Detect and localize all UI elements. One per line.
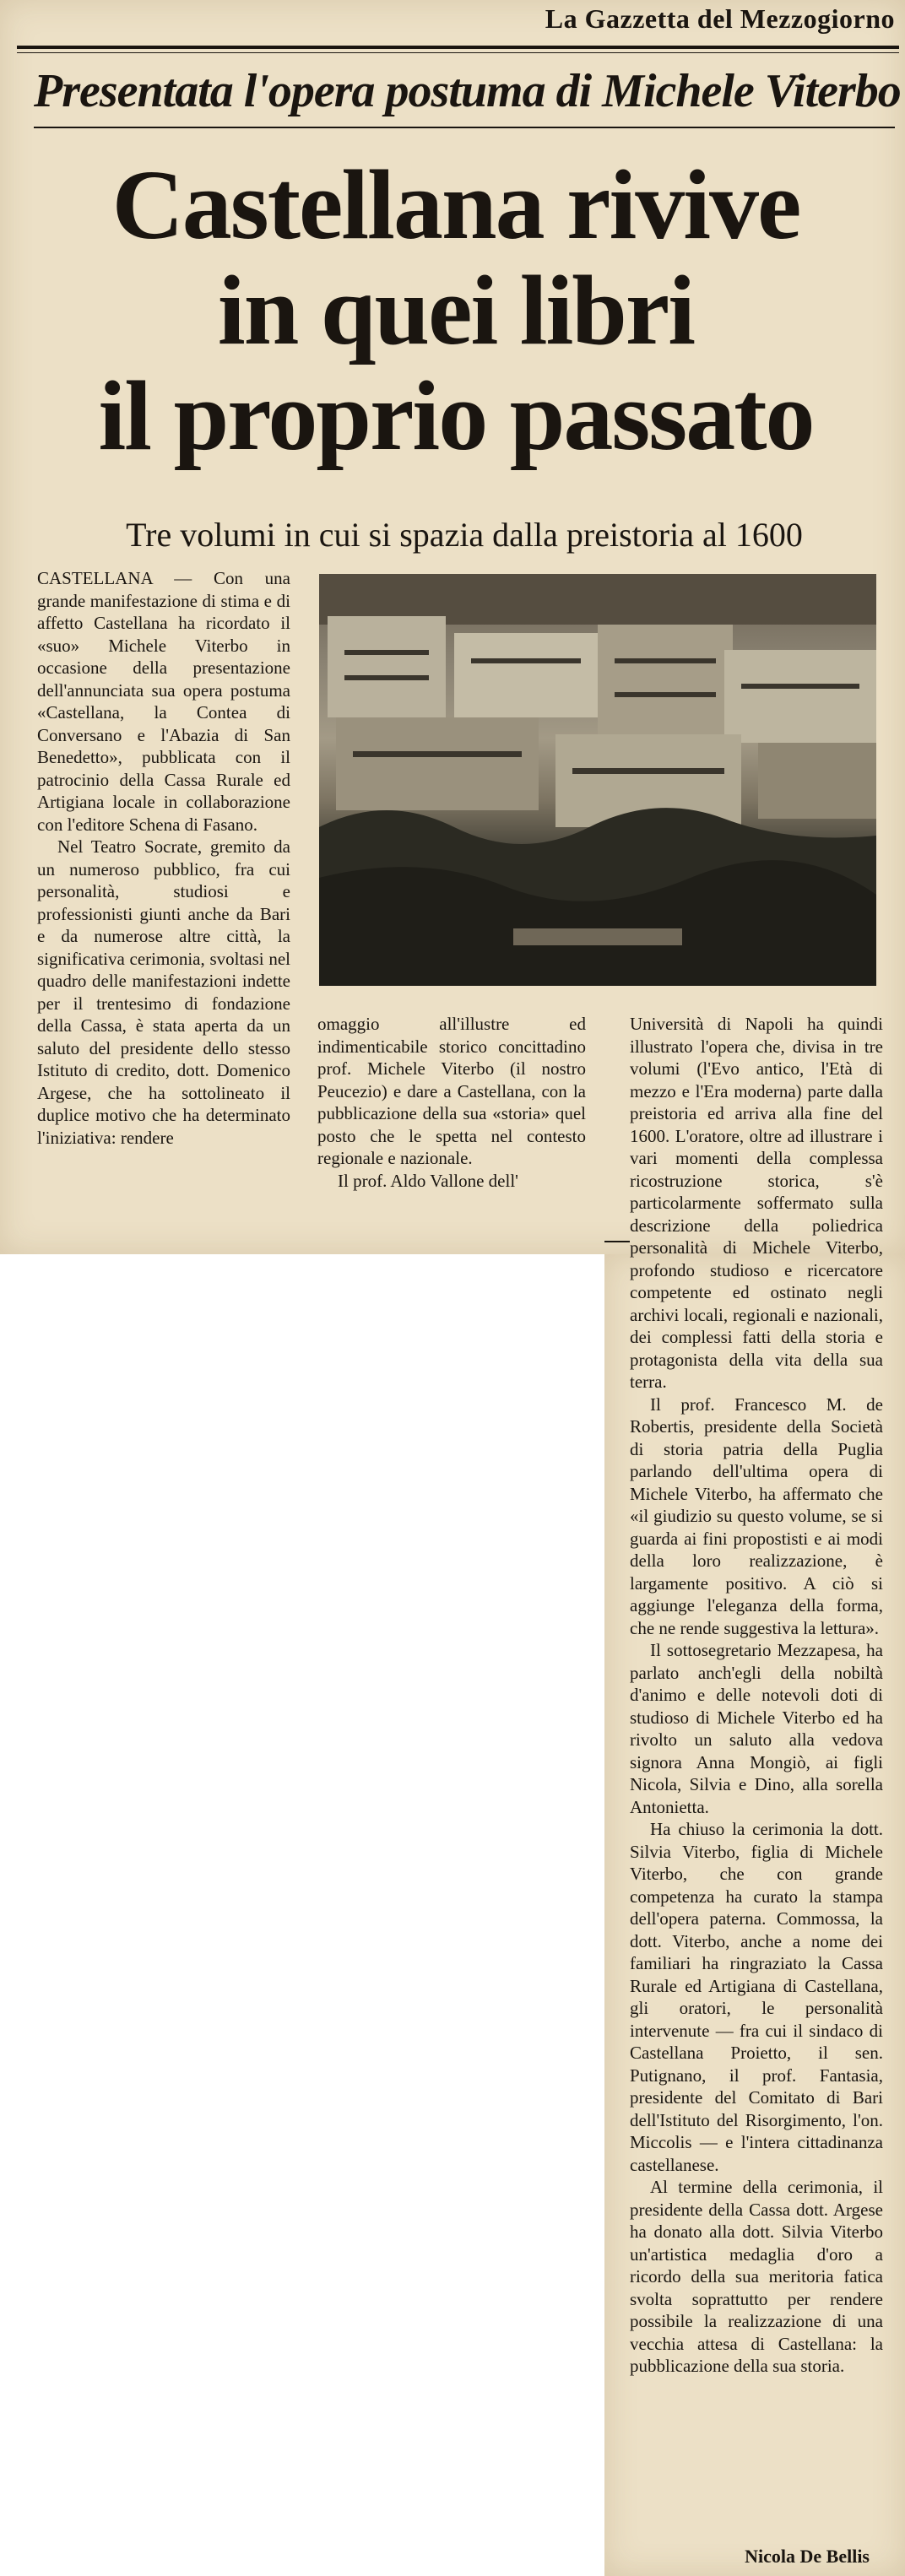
masthead-rule-thin bbox=[17, 52, 899, 53]
paragraph: Il sottosegretario Mezzapesa, ha parlato anch'egli della nobiltà d'animo e delle notevoli doti di studioso di Michele Viterbo ed ha rivolto un saluto alla vedova signora Anna Mongiò, ai figli Nicola, Silvia e Dino, alla sorella Antonietta. bbox=[630, 1640, 883, 1817]
subheadline: Tre volumi in cui si spazia dalla preistoria al 1600 bbox=[126, 516, 803, 554]
article-column-2 bbox=[317, 1013, 586, 1192]
kicker-rule bbox=[34, 127, 895, 128]
headline-line-1: Castellana rivive bbox=[111, 149, 800, 260]
paragraph: Ha chiuso la cerimonia la dott. Silvia Viterbo, figlia di Michele Viterbo, che con grande competenza ha curato la stampa dell'opera paterna. Commossa, la dott. Viterbo, anche a nome dei familiari ha ringraziato la Cassa Rurale ed Artigiana di Castellana, gli oratori, le personalità intervenute — fra cui il sindaco di Castellana Proietto, il sen. Putignano, il prof. Fantasia, presidente del Comitato di Bari dell'Istituto del Risorgimento, l'on. Miccolis — e l'intera cittadinanza castellanese. bbox=[630, 1819, 883, 2175]
castellana-town-photo bbox=[319, 574, 876, 986]
paragraph: Università di Napoli ha quindi illustrato l'opera che, divisa in tre volumi (l'Evo antico, l'Età di mezzo e l'Era moderna) parte dalla preistoria ed arriva alla fine del 1600. L'oratore, oltre ad illustrare i vari momenti della complessa ricostruzione storica, s'è particolarmente soffermato sulla descrizione della poliedrica personalità di Michele Viterbo, profondo studioso e ricercatore competente ed ostinato negli archivi locali, regionali e nazionali, dei complessi fatti della storia e protagonista della vita della sua terra. bbox=[630, 1014, 883, 1392]
paragraph: CASTELLANA — Con una grande manifestazione di stima e di affetto Castellana ha ricordato il «suo» Michele Viterbo in occasione della presentazione dell'annunciata sua opera postuma «Castellana, la Contea di Conversano e l'Abazia di San Benedetto», pubblicata con il patrocinio della Cassa Rurale ed Artigiana locale in collaborazione con l'editore Schena di Fasano. bbox=[37, 568, 290, 835]
kicker-title: Presentata l'opera postuma di Michele Viterbo bbox=[34, 65, 901, 117]
paragraph: Il prof. Aldo Vallone dell' bbox=[338, 1170, 518, 1191]
paragraph: Nel Teatro Socrate, gremito da un numeroso pubblico, fra cui personalità, studiosi e professionisti giunti anche da Bari e da numerose altre città, la significativa cerimonia, svoltasi nel quadro delle manifestazioni indette per il trentesimo di fondazione della Cassa, è stata aperta da un saluto del presidente dello stesso Istituto di credito, dott. Domenico Argese, che ha sottolineato il duplice motivo che ha determinato l'iniziativa: rendere bbox=[37, 836, 290, 1148]
newspaper-masthead: La Gazzetta del Mezzogiorno bbox=[545, 3, 895, 34]
article-column-3 bbox=[630, 1013, 883, 2378]
paragraph: omaggio all'illustre ed indimenticabile storico concittadino prof. Michele Viterbo (il nostro Peucezio) e dare a Castellana, con la pubblicazione della sua «storia» quel posto che le spetta nel contesto regionale e nazionale. bbox=[317, 1014, 586, 1168]
headline bbox=[34, 149, 878, 471]
paragraph: Al termine della cerimonia, il presidente della Cassa dott. Argese ha donato alla dott. Silvia Viterbo un'artistica medaglia d'oro a ricordo della sua meritoria fatica svolta soprattutto per rendere possibile la realizzazione di una vecchia attesa di Castellana: la pubblicazione della sua storia. bbox=[630, 2177, 883, 2376]
masthead-rule bbox=[17, 46, 899, 49]
byline: Nicola De Bellis bbox=[745, 2546, 870, 2567]
paragraph: Il prof. Francesco M. de Robertis, presidente della Società di storia patria della Puglia parlando dell'ultima opera di Michele Viterbo, ha affermato che «il giudizio su questo volume, se si guarda ai fini propostisti e ai modi della loro realizzazione, è largamente positivo. A ciò si aggiunge l'eleganza della forma, che ne rende suggestiva la lettura». bbox=[630, 1394, 883, 1638]
headline-line-2: in quei libri bbox=[217, 255, 695, 365]
article-column-1 bbox=[37, 567, 290, 1149]
headline-line-3: il proprio passato bbox=[98, 360, 814, 471]
column-cut-line bbox=[604, 1241, 630, 1242]
